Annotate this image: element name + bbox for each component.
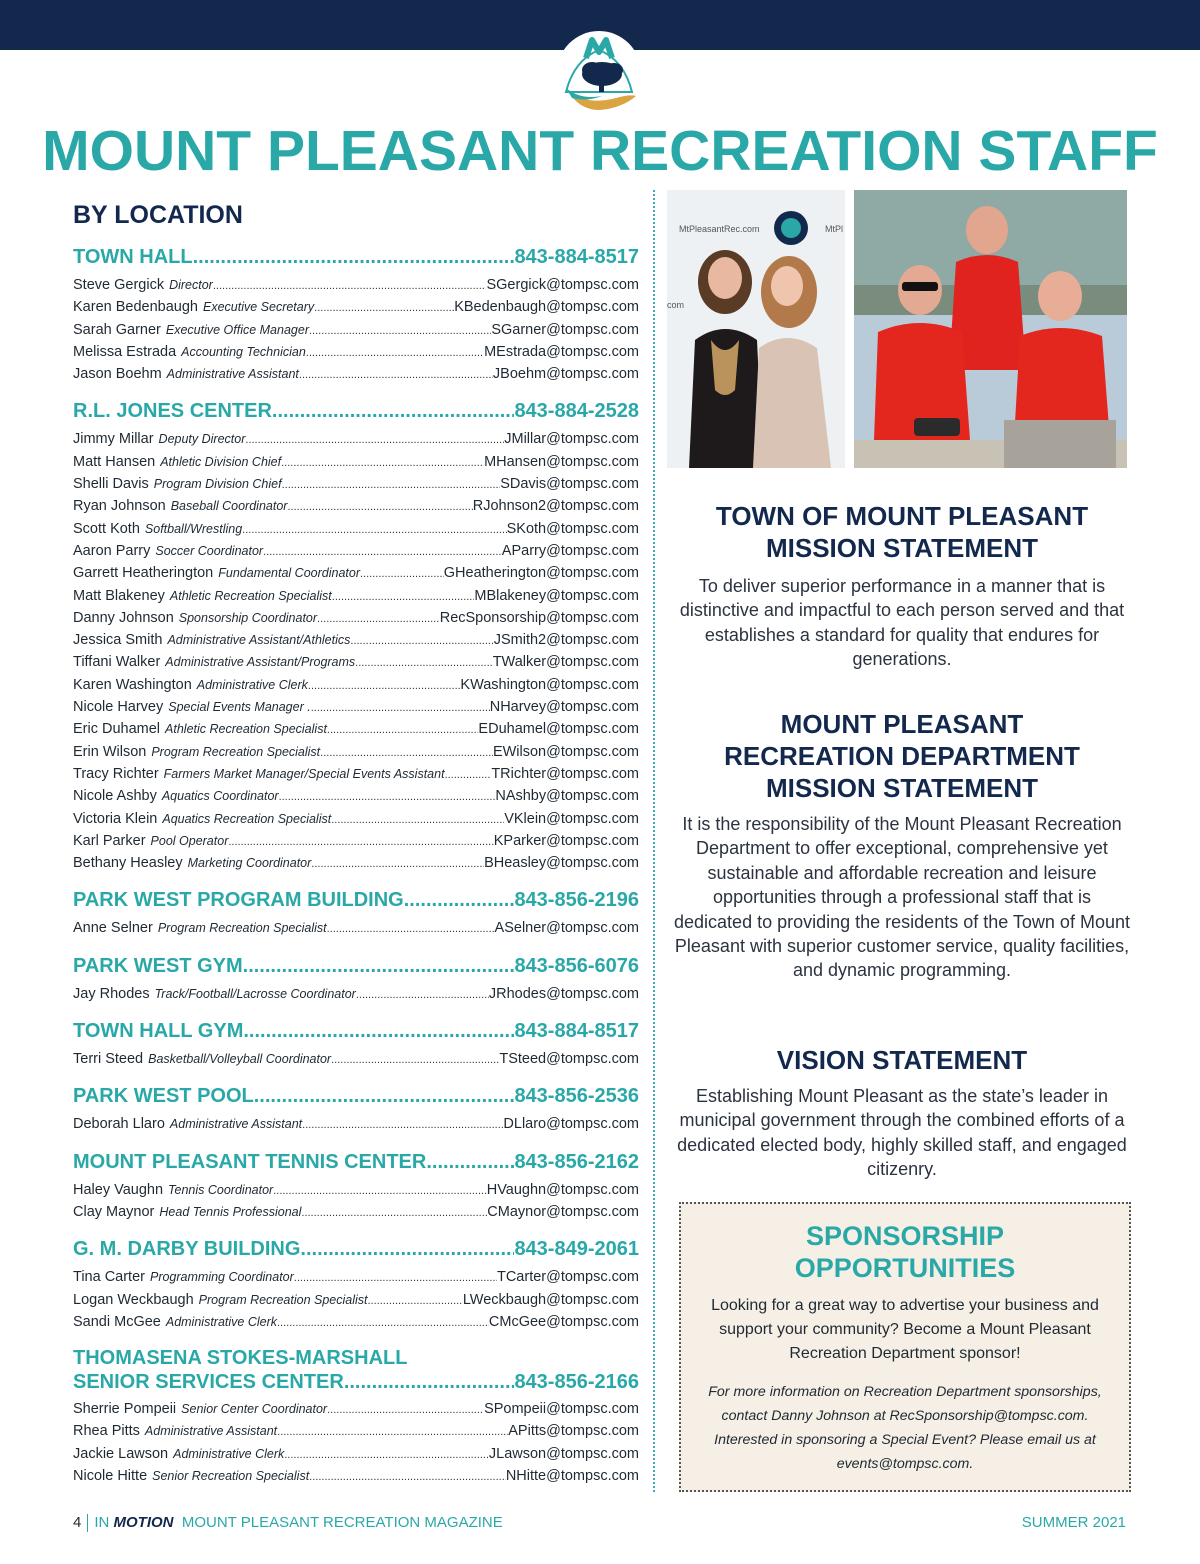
staff-row xyxy=(73,1444,639,1466)
staff-row xyxy=(73,320,639,342)
footer-in: IN xyxy=(94,1514,110,1531)
staff-row xyxy=(73,563,639,585)
staff-title: Administrative Clerk xyxy=(173,1446,285,1461)
staff-name: Terri Steed xyxy=(73,1051,144,1068)
staff-row xyxy=(73,984,639,1006)
staff-name: Clay Maynor xyxy=(73,1203,155,1220)
staff-row xyxy=(73,474,639,496)
staff-email: SPompeii@tompsc.com xyxy=(484,1401,639,1418)
location-name: TOWN HALL GYM xyxy=(73,1020,244,1043)
rec-mission-heading-1: MOUNT PLEASANT xyxy=(780,709,1024,739)
dot-leader xyxy=(273,1181,487,1202)
dot-leader xyxy=(277,1313,489,1334)
location-header xyxy=(73,953,639,979)
staff-title: Administrative Assistant/Athletics xyxy=(167,633,351,648)
staff-title: Program Recreation Specialist xyxy=(151,744,321,759)
dot-leader xyxy=(193,244,515,270)
dot-leader xyxy=(309,1467,506,1488)
section-heading: BY LOCATION xyxy=(73,201,243,229)
sponsorship-heading-1: SPONSORSHIP xyxy=(805,1221,1005,1251)
staff-email: TRichter@tompsc.com xyxy=(491,765,639,782)
staff-email: CMcGee@tompsc.com xyxy=(488,1313,639,1330)
staff-title: Senior Recreation Specialist xyxy=(152,1468,310,1483)
location-phone: 843-856-2166 xyxy=(514,1371,639,1394)
dot-leader xyxy=(445,765,492,786)
dot-leader xyxy=(308,676,461,697)
dot-leader xyxy=(284,1445,489,1466)
staff-name: Melissa Estrada xyxy=(73,343,177,360)
staff-title: Administrative Clerk xyxy=(165,1314,277,1329)
mount-pleasant-logo xyxy=(556,30,642,116)
location-header xyxy=(73,244,639,270)
staff-name: Sandi McGee xyxy=(73,1313,161,1330)
staff-email: MBlakeney@tompsc.com xyxy=(474,587,639,604)
dot-leader xyxy=(404,887,515,913)
location-block xyxy=(73,953,639,1006)
staff-email: JRhodes@tompsc.com xyxy=(488,985,639,1002)
staff-email: RJohnson2@tompsc.com xyxy=(472,498,639,515)
staff-title: Sponsorship Coordinator xyxy=(178,610,318,625)
page-number: 4 xyxy=(73,1514,82,1531)
staff-email: SGarner@tompsc.com xyxy=(491,321,639,338)
staff-email: HVaughn@tompsc.com xyxy=(486,1181,639,1198)
location-block xyxy=(73,1018,639,1071)
location-block xyxy=(73,1236,639,1334)
staff-title: Track/Football/Lacrosse Coordinator xyxy=(154,986,356,1001)
staff-row xyxy=(73,853,639,875)
location-block xyxy=(73,1149,639,1225)
staff-row xyxy=(73,364,639,386)
staff-email: KBedenbaugh@tompsc.com xyxy=(454,299,639,316)
staff-name: Eric Duhamel xyxy=(73,721,161,738)
staff-row xyxy=(73,1466,639,1488)
staff-name: Sherrie Pompeii xyxy=(73,1401,177,1418)
staff-name: Scott Koth xyxy=(73,520,140,537)
staff-row xyxy=(73,918,639,940)
location-name: SENIOR SERVICES CENTER xyxy=(73,1371,344,1394)
staff-row xyxy=(73,1049,639,1071)
sponsorship-box xyxy=(679,1202,1131,1492)
location-name: G. M. DARBY BUILDING xyxy=(73,1238,301,1261)
staff-row xyxy=(73,541,639,563)
staff-row xyxy=(73,831,639,853)
staff-title: Fundamental Coordinator xyxy=(218,566,360,581)
location-block xyxy=(73,398,639,875)
footer-separator xyxy=(87,1514,88,1532)
location-header xyxy=(73,1083,639,1109)
town-mission xyxy=(672,500,1132,672)
staff-title: Pool Operator xyxy=(150,833,229,848)
staff-name: Logan Weckbaugh xyxy=(73,1291,194,1308)
staff-title: Executive Office Manager xyxy=(165,322,309,337)
dot-leader xyxy=(277,1422,508,1443)
dot-leader xyxy=(331,1050,499,1071)
staff-email: KParker@tompsc.com xyxy=(493,832,639,849)
staff-name: Deborah Llaro xyxy=(73,1116,165,1133)
staff-row xyxy=(73,786,639,808)
staff-title: Program Division Chief xyxy=(153,477,282,492)
staff-email: BHeasley@tompsc.com xyxy=(484,855,639,872)
dot-leader xyxy=(300,1236,514,1262)
staff-email: NAshby@tompsc.com xyxy=(495,788,639,805)
staff-row xyxy=(73,275,639,297)
staff-row xyxy=(73,1202,639,1224)
staff-name: Jimmy Millar xyxy=(73,431,154,448)
town-mission-heading-2: MISSION STATEMENT xyxy=(765,533,1039,563)
staff-row xyxy=(73,630,639,652)
location-block xyxy=(73,244,639,386)
staff-email: NHarvey@tompsc.com xyxy=(489,699,639,716)
dot-leader xyxy=(245,430,504,451)
location-name: PARK WEST GYM xyxy=(73,954,243,977)
staff-name: Jessica Smith xyxy=(73,632,163,649)
staff-row xyxy=(73,1267,639,1289)
dot-leader xyxy=(317,609,440,630)
staff-email: GHeatherington@tompsc.com xyxy=(443,565,639,582)
staff-row xyxy=(73,519,639,541)
staff-email: EDuhamel@tompsc.com xyxy=(478,721,639,738)
dot-leader xyxy=(355,653,493,674)
location-block xyxy=(73,887,639,940)
staff-email: APitts@tompsc.com xyxy=(508,1423,639,1440)
backdrop-text-3: com xyxy=(667,300,685,310)
backdrop-text-2: MtPl xyxy=(825,224,843,234)
staff-row xyxy=(73,496,639,518)
staff-name: Nicole Ashby xyxy=(73,788,157,805)
staff-row xyxy=(73,586,639,608)
staff-title: Softball/Wrestling xyxy=(144,521,243,536)
staff-email: MEstrada@tompsc.com xyxy=(484,343,639,360)
dot-leader xyxy=(311,698,490,719)
dot-leader xyxy=(294,1268,497,1289)
staff-email: ASelner@tompsc.com xyxy=(494,920,639,937)
staff-email: JMillar@tompsc.com xyxy=(504,431,639,448)
staff-email: LWeckbaugh@tompsc.com xyxy=(462,1291,639,1308)
dot-leader xyxy=(302,1115,503,1136)
staff-row xyxy=(73,297,639,319)
staff-name: Aaron Parry xyxy=(73,542,151,559)
staff-row xyxy=(73,452,639,474)
dot-leader xyxy=(306,343,484,364)
footer-magazine: MOUNT PLEASANT RECREATION MAGAZINE xyxy=(181,1514,503,1531)
staff-title: Athletic Recreation Specialist xyxy=(169,588,332,603)
staff-title: Administrative Assistant xyxy=(166,367,299,382)
location-phone: 843-856-2162 xyxy=(514,1150,639,1173)
staff-row xyxy=(73,1312,639,1334)
location-name: TOWN HALL xyxy=(73,246,193,268)
staff-title: Administrative Assistant xyxy=(144,1424,278,1439)
staff-email: TWalker@tompsc.com xyxy=(492,654,639,671)
staff-name: Karen Washington xyxy=(73,676,192,693)
location-phone: 843-884-8517 xyxy=(514,1020,639,1043)
location-phone: 843-884-8517 xyxy=(514,246,639,268)
location-header xyxy=(73,398,639,424)
staff-name: Karl Parker xyxy=(73,832,146,849)
staff-email: RecSponsorship@tompsc.com xyxy=(439,609,639,626)
staff-title: Aquatics Recreation Specialist xyxy=(162,811,332,826)
dot-leader xyxy=(281,453,484,474)
location-phone: 843-884-2528 xyxy=(514,400,639,423)
dot-leader xyxy=(426,1149,514,1175)
dot-leader xyxy=(327,919,495,940)
photo-three-men xyxy=(854,190,1127,468)
vision xyxy=(672,1044,1132,1182)
staff-row xyxy=(73,1180,639,1202)
rec-mission-body: It is the responsibility of the Mount Pleasant Recreation Department to offer exceptional, comprehensive yet sustainable and affordable recreation and leisure opportunities through a professional staff that is dedicated to providing the residents of the Town of Mount Pleasant with superior customer service, quality facilities, and dynamic programming. xyxy=(674,814,1130,981)
staff-name: Jackie Lawson xyxy=(73,1445,169,1462)
staff-name: Garrett Heatherington xyxy=(73,565,214,582)
dot-leader xyxy=(279,787,496,808)
town-mission-heading-1: TOWN OF MOUNT PLEASANT xyxy=(715,501,1089,531)
dot-leader xyxy=(356,985,489,1006)
staff-name: Bethany Heasley xyxy=(73,855,183,872)
staff-name: Shelli Davis xyxy=(73,476,149,493)
column-divider xyxy=(653,190,655,1492)
dot-leader xyxy=(350,631,493,652)
location-phone: 843-856-2196 xyxy=(514,889,639,912)
rec-mission-heading-3: MISSION STATEMENT xyxy=(765,773,1039,803)
staff-title: Head Tennis Professional xyxy=(159,1204,302,1219)
location-name: PARK WEST POOL xyxy=(73,1085,254,1108)
staff-name: Anne Selner xyxy=(73,920,153,937)
location-phone: 843-856-6076 xyxy=(514,954,639,977)
dot-leader xyxy=(311,854,484,875)
staff-email: EWilson@tompsc.com xyxy=(492,743,639,760)
backdrop-text-1: MtPleasantRec.com xyxy=(679,224,760,234)
staff-name: Nicole Harvey xyxy=(73,699,164,716)
staff-name: Karen Bedenbaugh xyxy=(73,299,198,316)
footer-issue: SUMMER 2021 xyxy=(1021,1514,1126,1531)
staff-email: MHansen@tompsc.com xyxy=(484,453,639,470)
staff-name: Jason Boehm xyxy=(73,366,162,383)
staff-directory xyxy=(73,198,639,1500)
staff-title: Program Recreation Specialist xyxy=(198,1292,368,1307)
vision-body: Establishing Mount Pleasant as the state’s leader in municipal government through the combined efforts of a dedicated elected body, highly skilled staff, and engaged citizenry. xyxy=(677,1086,1127,1180)
location-header xyxy=(73,887,639,913)
page-title: MOUNT PLEASANT RECREATION STAFF xyxy=(42,119,1158,183)
dot-leader xyxy=(320,743,493,764)
dot-leader xyxy=(254,1083,515,1109)
location-phone: 843-849-2061 xyxy=(514,1238,639,1261)
staff-title: Executive Secretary xyxy=(202,300,315,315)
dot-leader xyxy=(309,321,491,342)
staff-title: Program Recreation Specialist xyxy=(157,921,327,936)
staff-email: AParry@tompsc.com xyxy=(501,542,639,559)
staff-title: Programming Coordinator xyxy=(149,1270,294,1285)
town-mission-body: To deliver superior performance in a manner that is distinctive and impactful to each person served and that establishes a standard for quality that endures for generations. xyxy=(679,576,1125,670)
staff-title: Baseball Coordinator xyxy=(170,499,288,514)
staff-name: Danny Johnson xyxy=(73,609,174,626)
location-phone: 843-856-2536 xyxy=(514,1085,639,1108)
staff-name: Matt Blakeney xyxy=(73,587,165,604)
staff-name: Haley Vaughn xyxy=(73,1181,164,1198)
staff-email: DLlaro@tompsc.com xyxy=(503,1116,639,1133)
staff-name: Jay Rhodes xyxy=(73,985,150,1002)
staff-title: Special Events Manager . xyxy=(168,700,311,715)
staff-title: Administrative Assistant xyxy=(169,1117,303,1132)
location-name: PARK WEST PROGRAM BUILDING xyxy=(73,889,404,912)
staff-row xyxy=(73,742,639,764)
staff-name: Sarah Garner xyxy=(73,321,161,338)
dot-leader xyxy=(243,953,515,979)
dot-leader xyxy=(301,1203,487,1224)
staff-email: NHitte@tompsc.com xyxy=(505,1467,639,1484)
staff-email: JLawson@tompsc.com xyxy=(488,1445,639,1462)
staff-email: CMaynor@tompsc.com xyxy=(487,1203,639,1220)
staff-name: Matt Hansen xyxy=(73,453,156,470)
staff-title: Deputy Director xyxy=(158,432,246,447)
sponsorship-heading-2: OPPORTUNITIES xyxy=(794,1253,1016,1283)
dot-leader xyxy=(228,832,493,853)
dot-leader xyxy=(213,276,487,297)
staff-row xyxy=(73,697,639,719)
staff-name: Erin Wilson xyxy=(73,743,147,760)
dot-leader xyxy=(287,497,472,518)
staff-name: Tiffani Walker xyxy=(73,654,161,671)
staff-row xyxy=(73,1421,639,1443)
staff-name: Victoria Klein xyxy=(73,810,158,827)
sponsorship-note: For more information on Recreation Department sponsorships, contact Danny Johnson at RecSponsorship@tompsc.com. Interested in sponsoring a Special Event? Please email us at events@tompsc.com. xyxy=(708,1384,1102,1472)
staff-email: VKlein@tompsc.com xyxy=(504,810,639,827)
staff-title: Athletic Division Chief xyxy=(160,454,282,469)
dot-leader xyxy=(263,542,502,563)
dot-leader xyxy=(331,810,504,831)
staff-title: Farmers Market Manager/Special Events Assistant xyxy=(163,766,445,781)
dot-leader xyxy=(243,1018,514,1044)
staff-title: Basketball/Volleyball Coordinator xyxy=(148,1052,332,1067)
staff-name: Tina Carter xyxy=(73,1269,145,1286)
staff-title: Marketing Coordinator xyxy=(187,856,312,871)
location-header xyxy=(73,1018,639,1044)
staff-title: Accounting Technician xyxy=(181,344,306,359)
dot-leader xyxy=(360,564,444,585)
dot-leader xyxy=(282,475,501,496)
rec-mission xyxy=(672,708,1132,983)
rec-mission-heading-2: RECREATION DEPARTMENT xyxy=(724,741,1080,771)
staff-email: JSmith2@tompsc.com xyxy=(493,632,639,649)
staff-row xyxy=(73,342,639,364)
dot-leader xyxy=(332,587,475,608)
staff-title: Soccer Coordinator xyxy=(155,543,264,558)
staff-row xyxy=(73,1114,639,1136)
staff-email: SKoth@tompsc.com xyxy=(506,520,639,537)
dot-leader xyxy=(272,398,515,424)
staff-email: JBoehm@tompsc.com xyxy=(492,366,639,383)
vision-heading: VISION STATEMENT xyxy=(776,1045,1028,1075)
dot-leader xyxy=(242,520,506,541)
staff-title: Administrative Assistant/Programs xyxy=(165,655,356,670)
location-name: MOUNT PLEASANT TENNIS CENTER xyxy=(73,1150,427,1173)
staff-row xyxy=(73,652,639,674)
staff-title: Senior Center Coordinator xyxy=(181,1402,328,1417)
staff-email: SGergick@tompsc.com xyxy=(486,277,639,293)
location-name: R.L. JONES CENTER xyxy=(73,400,272,423)
dot-leader xyxy=(327,1400,484,1421)
dot-leader xyxy=(368,1291,463,1312)
staff-name: Rhea Pitts xyxy=(73,1423,140,1440)
staff-row xyxy=(73,719,639,741)
staff-title: Tennis Coordinator xyxy=(168,1182,274,1197)
staff-name: Ryan Johnson xyxy=(73,498,166,515)
staff-row xyxy=(73,809,639,831)
staff-email: KWashington@tompsc.com xyxy=(460,676,639,693)
staff-email: TSteed@tompsc.com xyxy=(499,1051,639,1068)
staff-row xyxy=(73,1399,639,1421)
location-header xyxy=(73,1236,639,1262)
photo-two-women xyxy=(667,190,845,468)
dot-leader xyxy=(344,1370,515,1394)
location-name-line1: THOMASENA STOKES-MARSHALL xyxy=(73,1347,408,1370)
staff-title: Director xyxy=(169,278,213,292)
staff-row xyxy=(73,1290,639,1312)
staff-row xyxy=(73,764,639,786)
dot-leader xyxy=(299,365,493,386)
location-block xyxy=(73,1346,639,1488)
staff-name: Nicole Hitte xyxy=(73,1467,148,1484)
staff-row xyxy=(73,429,639,451)
dot-leader xyxy=(314,298,454,319)
staff-name: Tracy Richter xyxy=(73,765,159,782)
location-header xyxy=(73,1346,639,1394)
sponsorship-body: Looking for a great way to advertise your business and support your community? Become a Mount Pleasant Recreation Department sponsor! xyxy=(711,1297,1099,1362)
staff-title: Aquatics Coordinator xyxy=(161,789,279,804)
location-list xyxy=(73,244,639,1488)
location-header xyxy=(73,1149,639,1175)
staff-title: Administrative Clerk xyxy=(196,677,308,692)
staff-title: Athletic Recreation Specialist xyxy=(165,722,327,737)
staff-row xyxy=(73,608,639,630)
staff-row xyxy=(73,675,639,697)
staff-email: SDavis@tompsc.com xyxy=(500,476,639,493)
staff-name: Steve Gergick xyxy=(73,277,165,293)
dot-leader xyxy=(327,720,479,741)
staff-email: TCarter@tompsc.com xyxy=(496,1269,639,1286)
footer-motion: MOTION xyxy=(113,1514,174,1531)
location-block xyxy=(73,1083,639,1136)
footer xyxy=(73,1512,503,1534)
